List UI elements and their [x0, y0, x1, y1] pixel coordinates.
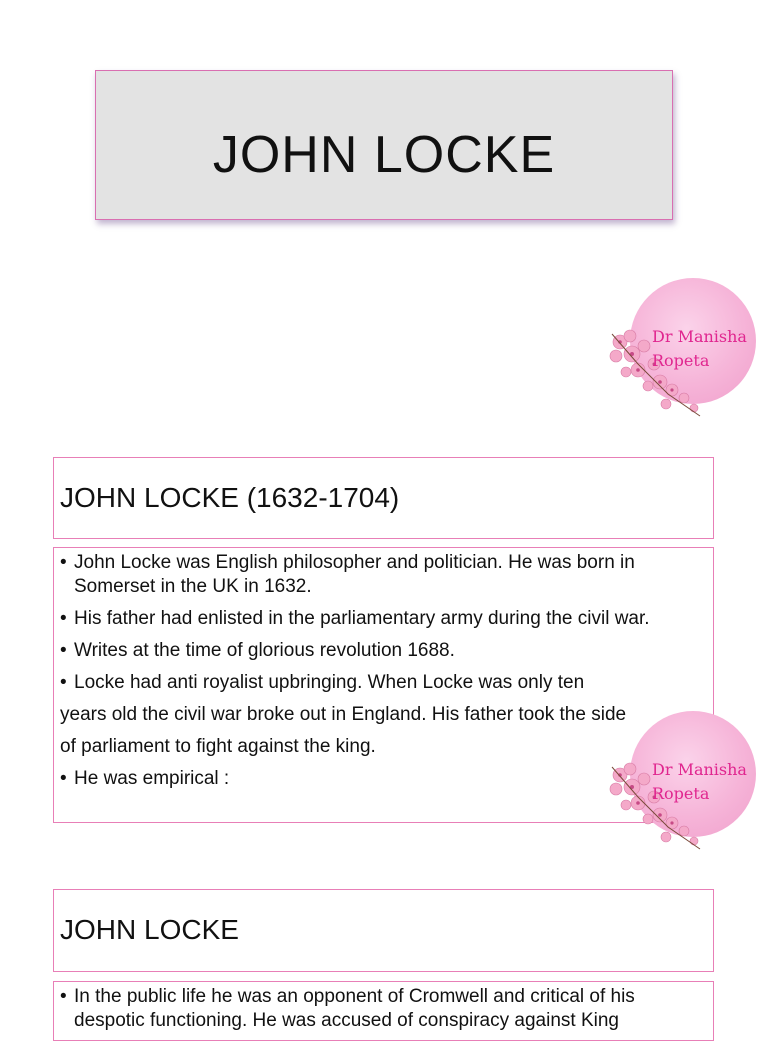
- title-slide: [95, 70, 673, 220]
- badge-name: Dr Manisha Ropeta: [652, 327, 747, 370]
- list-continuation: of parliament to fight against the king.: [60, 736, 376, 757]
- badge-name: Dr Manisha Ropeta: [652, 760, 747, 803]
- slide3-bullet-list: [54, 985, 713, 1033]
- list-item: • Writes at the time of glorious revolution 1688.: [60, 640, 455, 661]
- list-item: • His father had enlisted in the parliamentary army during the civil war.: [60, 608, 650, 629]
- author-badge: [608, 278, 768, 428]
- slide3-heading: JOHN LOCKE: [60, 914, 239, 945]
- list-item: • Locke had anti royalist upbringing. When Locke was only ten: [60, 672, 585, 693]
- slide2-heading: JOHN LOCKE (1632-1704): [60, 482, 400, 513]
- list-item: • He was empirical :: [60, 768, 230, 789]
- slide3-content-box: [53, 981, 714, 1041]
- list-item: • In the public life he was an opponent of Cromwell and critical of his despotic functioning. He was accused of conspiracy against King: [60, 986, 635, 1031]
- slide-title: JOHN LOCKE: [212, 126, 556, 184]
- list-continuation: years old the civil war broke out in England. His father took the side: [60, 704, 627, 725]
- list-item: • John Locke was English philosopher and politician. He was born in Somerset in the UK in 1632.: [60, 552, 635, 597]
- author-badge: [608, 711, 768, 861]
- slide3-heading-box: [53, 889, 714, 972]
- slide2-heading-box: [53, 457, 714, 539]
